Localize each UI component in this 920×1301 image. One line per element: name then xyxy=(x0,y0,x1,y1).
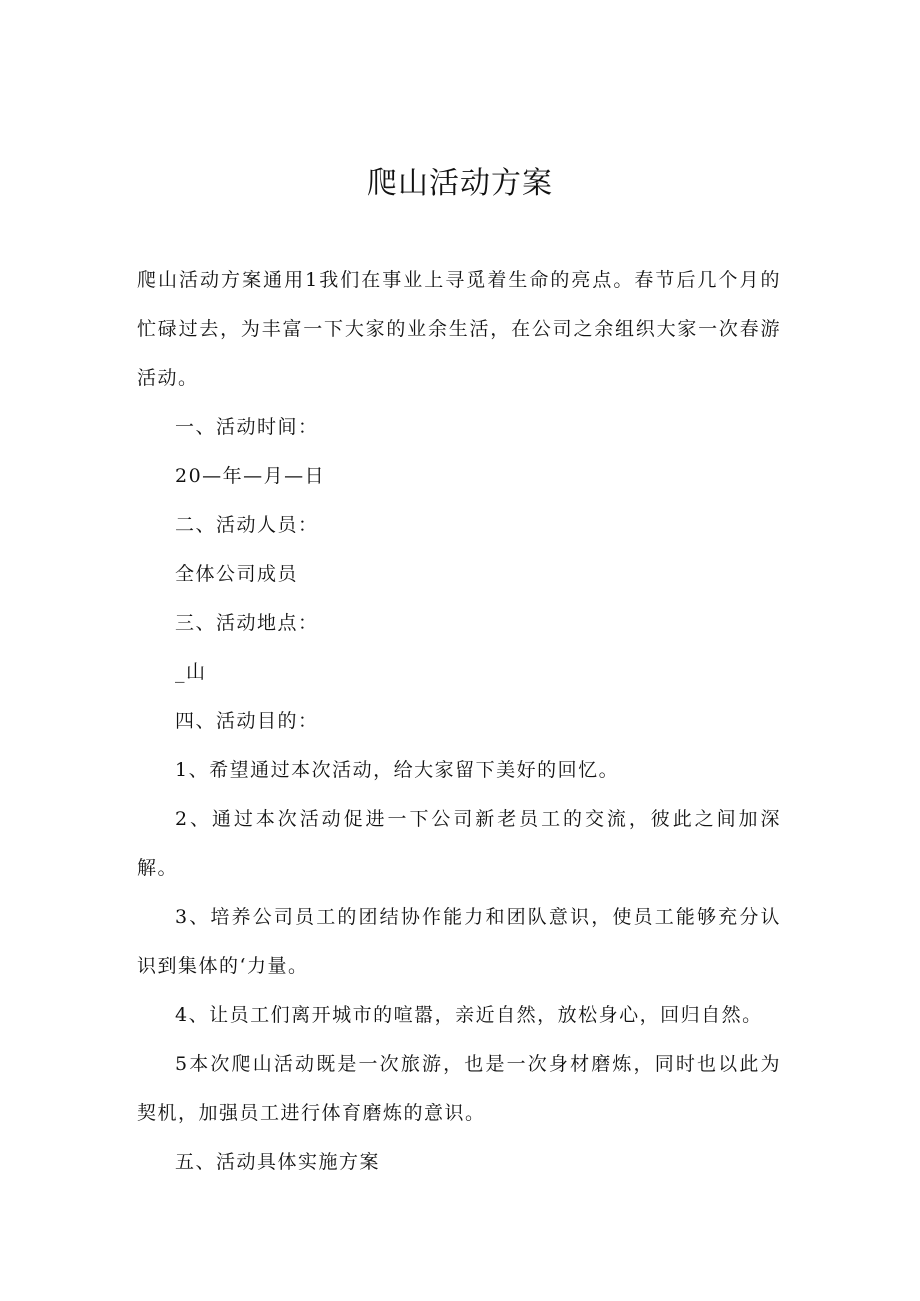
section-heading-time: 一、活动时间： xyxy=(175,416,319,438)
section-heading-purpose: 四、活动目的： xyxy=(175,710,319,732)
section-heading-participants: 二、活动人员： xyxy=(175,514,319,536)
purpose-item-2: 2、通过本次活动促进一下公司新老员工的交流，彼此之间加深解。 xyxy=(137,808,781,879)
document-body xyxy=(137,256,781,1187)
participants-value: 全体公司成员 xyxy=(175,563,299,585)
section-heading-implementation: 五、活动具体实施方案 xyxy=(175,1151,381,1173)
purpose-item-3: 3、培养公司员工的团结协作能力和团队意识，使员工能够充分认识到集体的‘力量。 xyxy=(137,906,781,977)
document-title: 爬山活动方案 xyxy=(367,166,553,201)
purpose-item-1: 1、希望通过本次活动，给大家留下美好的回忆。 xyxy=(175,759,620,781)
purpose-item-4: 4、让员工们离开城市的喧嚣，亲近自然，放松身心，回归自然。 xyxy=(175,1004,763,1026)
purpose-item-5: 5本次爬山活动既是一次旅游，也是一次身材磨炼，同时也以此为契机，加强员工进行体育磨炼的意识。 xyxy=(137,1053,781,1124)
activity-date: 20—年—月—日 xyxy=(175,465,326,487)
section-heading-location: 三、活动地点： xyxy=(175,612,319,634)
location-value: _山 xyxy=(175,661,207,683)
intro-paragraph: 爬山活动方案通用1我们在事业上寻觅着生命的亮点。春节后几个月的忙碌过去，为丰富一下大家的业余生活，在公司之余组织大家一次春游活动。 xyxy=(137,269,781,389)
